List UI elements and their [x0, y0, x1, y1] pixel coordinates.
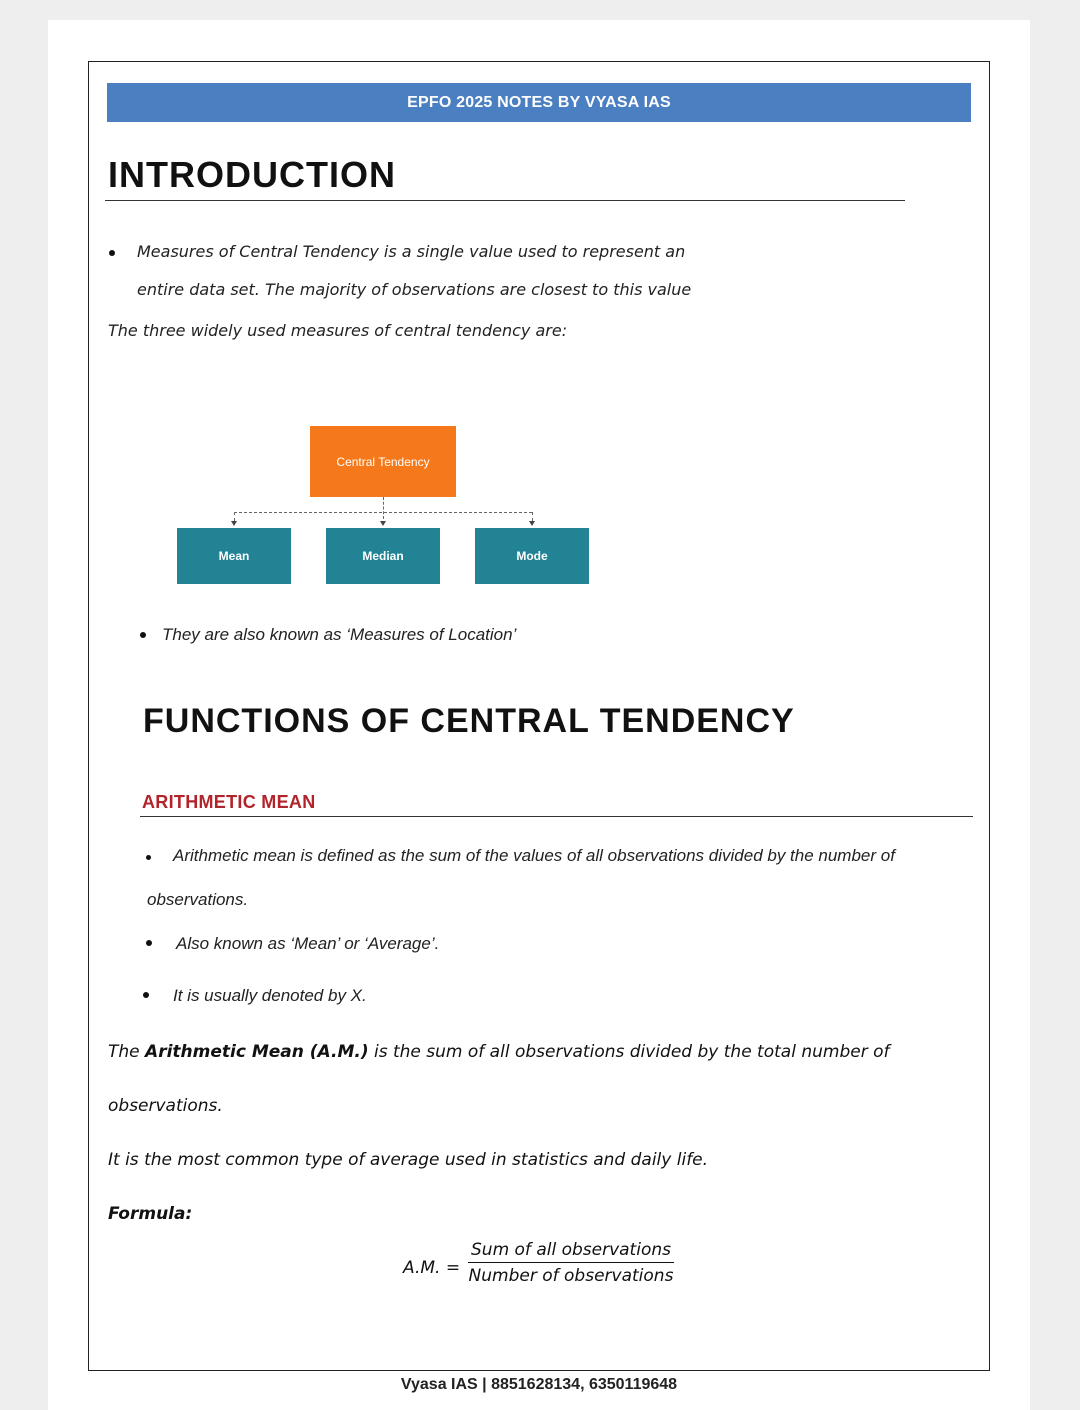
diagram-node-mode: Mode: [475, 528, 589, 584]
am-bullet1-line1: Arithmetic mean is defined as the sum of the values of all observations divided by the number of: [173, 846, 895, 865]
heading-rule: [105, 200, 905, 201]
am-definition-line2: observations.: [108, 1096, 223, 1116]
bullet-icon: [146, 855, 151, 860]
intro-lead-text: The three widely used measures of central tendency are:: [108, 321, 568, 340]
fraction-bar: [468, 1262, 674, 1263]
am-bullet3: It is usually denoted by X.: [173, 986, 367, 1005]
diagram-connector: [383, 497, 384, 519]
diagram-root-node: Central Tendency: [310, 426, 456, 497]
diagram-node-median: Median: [326, 528, 440, 584]
intro-bullet-line2: entire data set. The majority of observations are closest to this value: [137, 280, 692, 299]
functions-heading: FUNCTIONS OF CENTRAL TENDENCY: [143, 702, 795, 740]
arrow-down-icon: [231, 521, 237, 526]
am-definition-post: is the sum of all observations divided by the total number of: [368, 1042, 890, 1062]
header-banner: EPFO 2025 NOTES BY VYASA IAS: [107, 83, 971, 122]
am-definition-bold: Arithmetic Mean (A.M.): [145, 1042, 369, 1062]
formula-fraction: [468, 1240, 674, 1286]
page-footer: Vyasa IAS | 8851628134, 6350119648: [400, 1376, 678, 1393]
intro-bullet-line1: Measures of Central Tendency is a single value used to represent an: [137, 242, 686, 261]
arrow-down-icon: [380, 521, 386, 526]
introduction-heading: INTRODUCTION: [108, 154, 396, 195]
bullet-icon: [140, 632, 146, 638]
document-page: [48, 20, 1030, 1410]
am-bullet2: Also known as ‘Mean’ or ‘Average’.: [176, 934, 440, 953]
diagram-connector: [532, 512, 533, 521]
location-bullet-text: They are also known as ‘Measures of Location’: [162, 625, 517, 644]
formula-label: Formula:: [108, 1204, 193, 1224]
arrow-down-icon: [529, 521, 535, 526]
formula-numerator: Sum of all observations: [471, 1240, 671, 1260]
subheading-rule: [140, 816, 973, 817]
diagram-connector: [234, 512, 532, 513]
bullet-icon: [146, 940, 152, 946]
diagram-connector: [234, 512, 235, 521]
formula-denominator: Number of observations: [468, 1266, 674, 1286]
bullet-icon: [143, 992, 149, 998]
am-bullet1-line2: observations.: [147, 890, 249, 909]
am-definition-line1: [108, 1042, 889, 1062]
bullet-icon: [109, 250, 115, 256]
diagram-node-mean: Mean: [177, 528, 291, 584]
am-definition-pre: The: [108, 1042, 146, 1062]
formula-lhs: A.M. =: [403, 1258, 461, 1278]
am-common-text: It is the most common type of average used in statistics and daily life.: [108, 1150, 709, 1170]
arithmetic-mean-subheading: ARITHMETIC MEAN: [142, 792, 316, 812]
